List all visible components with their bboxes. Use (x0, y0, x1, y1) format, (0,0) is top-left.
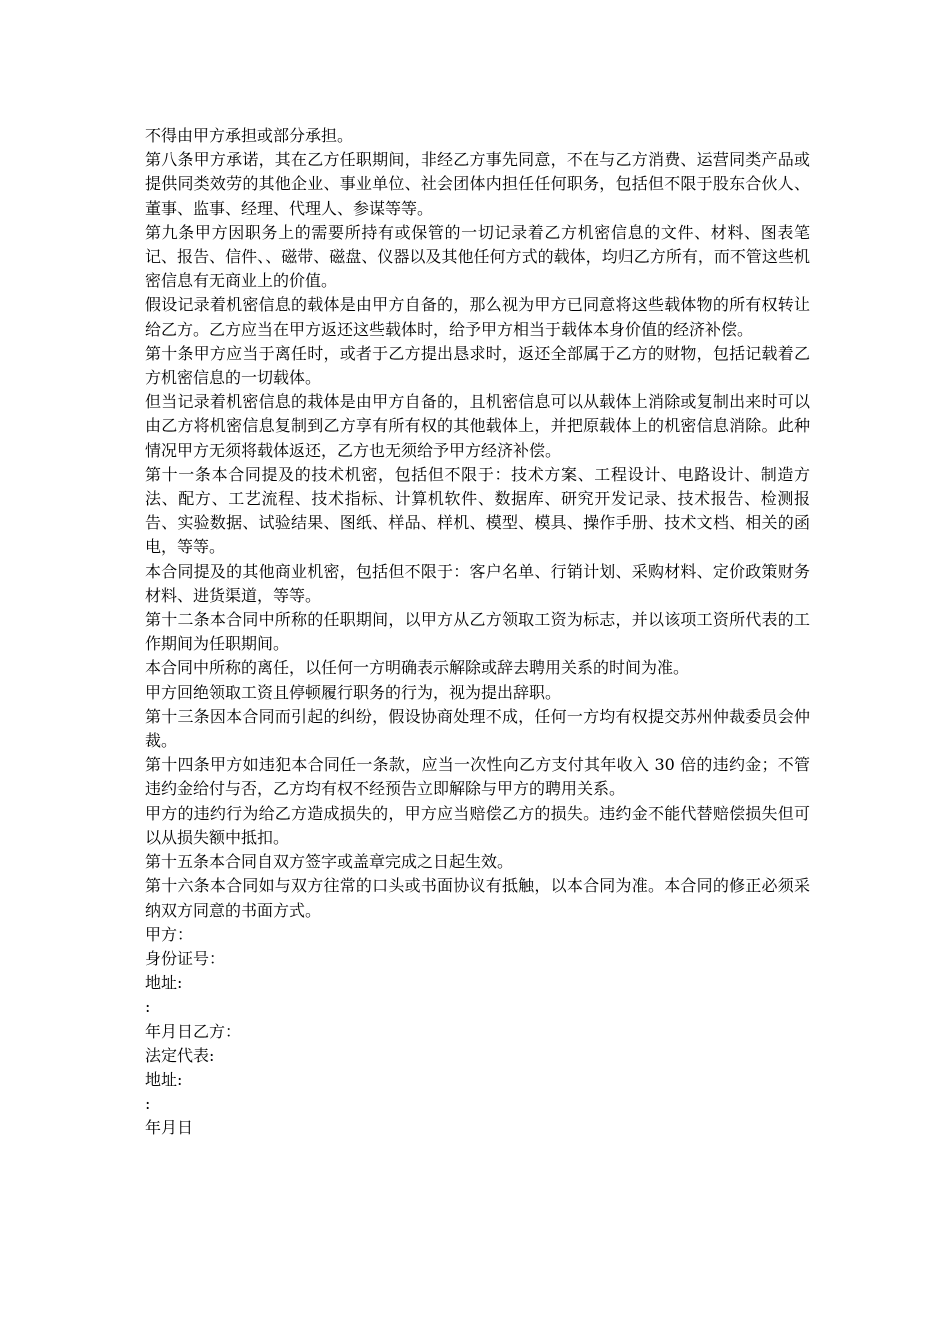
signature-party-a-label: 甲方： (145, 924, 194, 944)
paragraph-15: 第十五条本合同自双方签字或盖章完成之日起生效。 (145, 852, 514, 872)
paragraph-5: 第十条甲方应当于离任时，或者于乙方提出恳求时，返还全部属于乙方的财物，包括记载着乙方机密信息的一切载体。 (145, 343, 810, 388)
paragraph-14: 甲方的违约行为给乙方造成损失的，甲方应当赔偿乙方的损失。违约金不能代替赔偿损失但可以从损失额中抵扣。 (145, 803, 810, 847)
signature-date-label: 年月日 (145, 1118, 194, 1138)
paragraph-16: 第十六条本合同如与双方往常的口头或书面协议有抵触，以本合同为准。本合同的修正必须采纳双方同意的书面方式。 (145, 876, 810, 920)
paragraph-7: 第十一条本合同提及的技术机密，包括但不限于：技术方案、工程设计、电路设计、制造方法、配方、工艺流程、技术指标、计算机软件、数据库、研究开发记录、技术报告、检测报告、实验数据、试验结果、图纸、样品、样机、模型、模具、操作手册、技术文档、相关的函电，等等。 (145, 464, 810, 557)
signature-address-label-b: 地址: (145, 1069, 183, 1089)
paragraph-3: 第九条甲方因职务上的需要所持有或保管的一切记录着乙方机密信息的文件、材料、图表笔记、报告、信件、、磁带、磁盘、仪器以及其他任何方式的载体，均归乙方所有，而不管这些机密信息有无商业上的价值。 (145, 222, 810, 291)
signature-colon-line-a: : (145, 997, 151, 1017)
paragraph-8: 本合同提及的其他商业机密，包括但不限于：客户名单、行销计划、采购材料、定价政策财务材料、进货渠道，等等。 (145, 561, 810, 605)
paragraph-13: 第十四条甲方如违犯本合同任一条款，应当一次性向乙方支付其年收入 30 倍的违约金；不管违约金给付与否，乙方均有权不经预告立即解除与甲方的聘用关系。 (145, 755, 810, 799)
signature-id-number-label: 身份证号： (145, 948, 226, 968)
paragraph-2: 第八条甲方承诺，其在乙方任职期间，非经乙方事先同意，不在与乙方消费、运营同类产品或提供同类效劳的其他企业、事业单位、社会团体内担任任何职务，包括但不限于股东合伙人、董事、监事、经理、代理人、参谋等等。 (145, 150, 810, 218)
document-body (145, 124, 810, 1141)
paragraph-1: 不得由甲方承担或部分承担。 (145, 126, 354, 145)
signature-address-label-a: 地址: (145, 973, 183, 993)
paragraph-4: 假设记录着机密信息的载体是由甲方自备的，那么视为甲方已同意将这些载体物的所有权转让给乙方。乙方应当在甲方返还这些载体时，给予甲方相当于载体本身价值的经济补偿。 (145, 295, 810, 339)
signature-legal-rep-label: 法定代表: (145, 1045, 215, 1065)
paragraph-12: 第十三条因本合同而引起的纠纷，假设协商处理不成，任何一方均有权提交苏州仲裁委员会仲裁。 (145, 706, 810, 751)
paragraph-6: 但当记录着机密信息的栽体是由甲方自备的，且机密信息可以从载体上消除或复制出来时可以由乙方将机密信息复制到乙方享有所有权的其他载体上，并把原载体上的机密信息消除。此种情况甲方无须将载体返还，乙方也无须给予甲方经济补偿。 (145, 392, 810, 460)
signature-colon-line-b: : (145, 1094, 151, 1114)
signature-date-party-b-label: 年月日乙方： (145, 1021, 242, 1041)
paragraph-11: 甲方回绝领取工资且停顿履行职务的行为，视为提出辞职。 (145, 682, 562, 702)
paragraph-10: 本合同中所称的离任，以任何一方明确表示解除或辞去聘用关系的时间为准。 (145, 658, 690, 678)
paragraph-9: 第十二条本合同中所称的任职期间，以甲方从乙方领取工资为标志，并以该项工资所代表的工作期间为任职期间。 (145, 610, 810, 654)
